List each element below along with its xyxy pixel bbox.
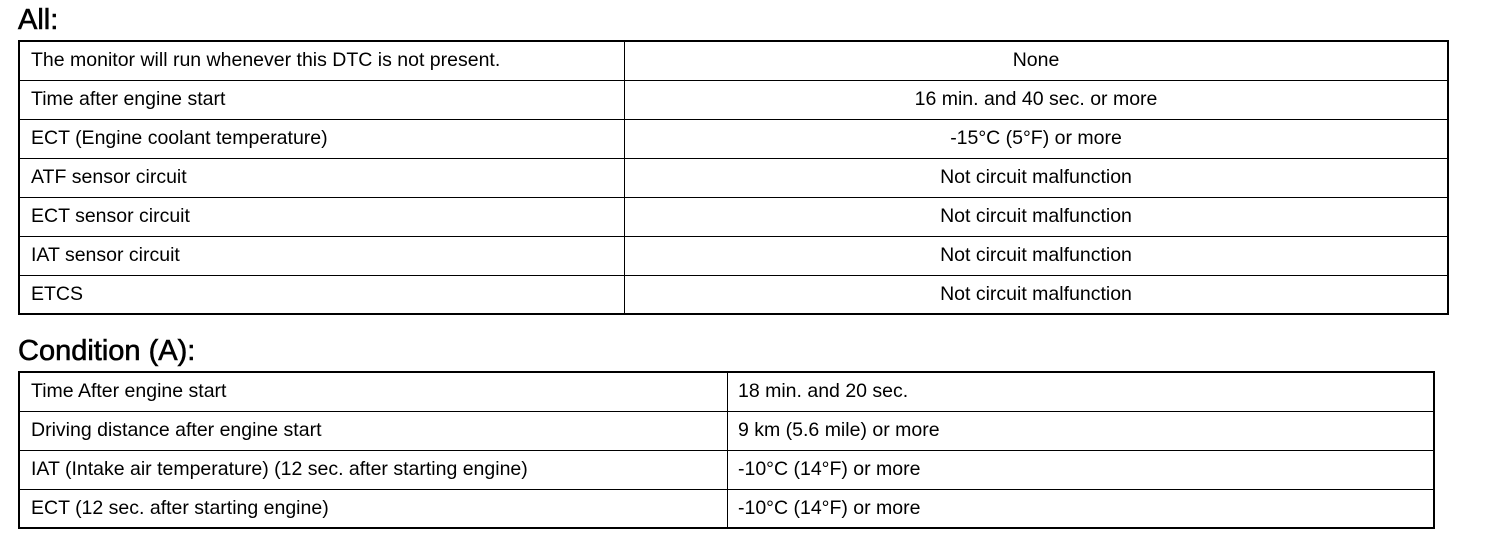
- row-value: -15°C (5°F) or more: [625, 119, 1449, 158]
- section-heading-all: All:: [18, 4, 59, 36]
- row-label: IAT (Intake air temperature) (12 sec. after starting engine): [19, 450, 728, 489]
- table-row: [19, 275, 1448, 314]
- row-value: Not circuit malfunction: [625, 158, 1449, 197]
- table-row: [19, 489, 1434, 528]
- row-label: ETCS: [19, 275, 625, 314]
- row-value: -10°C (14°F) or more: [728, 450, 1435, 489]
- row-label: ECT (Engine coolant temperature): [19, 119, 625, 158]
- table-row: [19, 450, 1434, 489]
- row-value: 18 min. and 20 sec.: [728, 372, 1435, 411]
- row-label: Time After engine start: [19, 372, 728, 411]
- row-value: -10°C (14°F) or more: [728, 489, 1435, 528]
- row-label: ATF sensor circuit: [19, 158, 625, 197]
- table-row: [19, 158, 1448, 197]
- row-value: Not circuit malfunction: [625, 275, 1449, 314]
- row-value: 16 min. and 40 sec. or more: [625, 80, 1449, 119]
- row-label: ECT sensor circuit: [19, 197, 625, 236]
- row-label: Driving distance after engine start: [19, 411, 728, 450]
- row-value: Not circuit malfunction: [625, 197, 1449, 236]
- row-value: None: [625, 41, 1449, 80]
- condition-a-table: [18, 371, 1435, 529]
- row-label: IAT sensor circuit: [19, 236, 625, 275]
- table-row: [19, 197, 1448, 236]
- table-row: [19, 372, 1434, 411]
- row-value: 9 km (5.6 mile) or more: [728, 411, 1435, 450]
- row-label: The monitor will run whenever this DTC is not present.: [19, 41, 625, 80]
- table-row: [19, 80, 1448, 119]
- table-row: [19, 236, 1448, 275]
- section-heading-condition-a: Condition (A):: [18, 335, 196, 367]
- table-row: [19, 119, 1448, 158]
- row-label: ECT (12 sec. after starting engine): [19, 489, 728, 528]
- table-row: [19, 411, 1434, 450]
- row-value: Not circuit malfunction: [625, 236, 1449, 275]
- all-conditions-table: [18, 40, 1449, 315]
- row-label: Time after engine start: [19, 80, 625, 119]
- table-row: [19, 41, 1448, 80]
